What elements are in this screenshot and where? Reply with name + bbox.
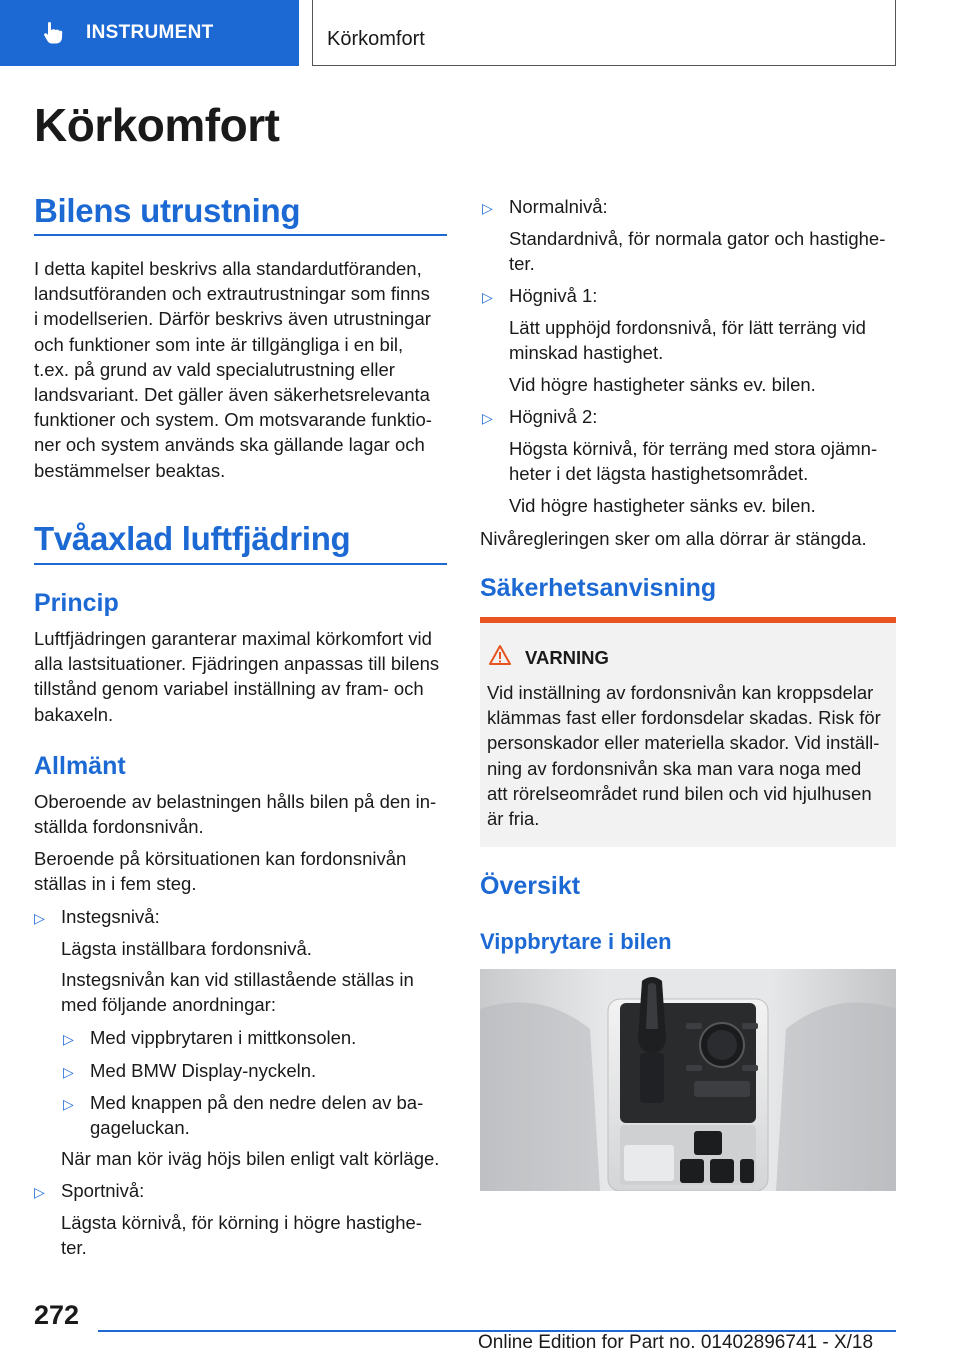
entry-option: Med BMW Display-nyckeln.: [90, 1060, 317, 1081]
triangle-bullet-icon: ▷: [482, 410, 493, 426]
normal-level-title: Normalnivå:: [509, 196, 608, 217]
heading-switch: Vippbrytare i bilen: [480, 929, 672, 954]
chapter-label: Körkomfort: [327, 28, 425, 50]
text-line: ter.: [509, 253, 535, 275]
text-line: Oberoende av belastningen hålls bilen på den in-: [34, 791, 437, 812]
entry-level-title: Instegsnivå:: [61, 906, 160, 927]
heading-rule: [34, 563, 447, 565]
principle-text: [34, 626, 447, 727]
text-line: Standardnivå, för normala gator och hastighe-: [509, 228, 886, 249]
text-line: landsvariant. Det gäller även säkerhetsrelevanta: [34, 384, 430, 406]
triangle-bullet-icon: ▷: [34, 910, 45, 926]
high2-level-title: Högnivå 2:: [509, 406, 598, 427]
section-tab[interactable]: [0, 0, 299, 66]
heading-rule: [34, 234, 447, 236]
heading-safety: Säkerhetsanvisning: [480, 574, 717, 602]
chapter-box: [312, 0, 896, 66]
text-line: ning av fordonsnivån ska man vara noga med: [487, 757, 862, 779]
general-text-1: [34, 789, 447, 839]
text-line: bestämmelser beaktas.: [34, 459, 226, 481]
text-line: ner och system används ska gällande lagar och: [34, 434, 425, 456]
high1-level-desc: [509, 315, 896, 365]
text-line: landsutföranden och extrautrustningar som finns: [34, 283, 430, 305]
heading-equipment: Bilens utrustning: [34, 192, 301, 229]
normal-level-desc: [509, 226, 896, 276]
triangle-bullet-icon: ▷: [63, 1031, 74, 1047]
text-line: funktioner och system. Om motsvarande funktio-: [34, 409, 432, 431]
text-line: Med knappen på den nedre delen av ba-: [90, 1092, 424, 1113]
entry-level-devices: [61, 967, 447, 1017]
triangle-bullet-icon: ▷: [63, 1064, 74, 1080]
sport-level-desc: [61, 1210, 447, 1260]
general-text-2: [34, 846, 447, 896]
warning-box: [480, 617, 896, 847]
text-line: heter i det lägsta hastighetsområdet.: [509, 463, 809, 485]
text-line: Beroende på körsituationen kan fordonsnivån: [34, 848, 407, 869]
entry-option: [90, 1090, 447, 1140]
heading-air-suspension: Tvåaxlad luftfjädring: [34, 520, 351, 557]
triangle-bullet-icon: ▷: [482, 200, 493, 216]
text-line: Högsta körnivå, för terräng med stora ojämn-: [509, 438, 878, 459]
text-line: personskador eller materiella skador. Vid inställ-: [487, 732, 880, 754]
text-line: Lätt upphöjd fordonsnivå, för lätt terräng vid: [509, 317, 866, 338]
high1-level-title: Högnivå 1:: [509, 285, 598, 306]
text-line: att rörelseområdet rund bilen och vid hjulhusen: [487, 782, 872, 804]
center-console-photo: [480, 969, 896, 1191]
warning-triangle-icon: [489, 644, 511, 666]
entry-level-desc: Lägsta inställbara fordonsnivå.: [61, 938, 312, 959]
warning-title: VARNING: [525, 647, 609, 668]
text-line: ställas in i fem steg.: [34, 873, 197, 895]
high1-level-note: Vid högre hastigheter sänks ev. bilen.: [509, 374, 816, 395]
footer-edition: Online Edition for Part no. 01402896741 - X/18: [478, 1332, 874, 1353]
text-line: alla lastsituationer. Fjädringen anpassas till bilens: [34, 653, 440, 675]
text-line: t.ex. på grund av vald specialutrustning eller: [34, 358, 395, 380]
heading-general: Allmänt: [34, 752, 126, 780]
text-line: Luftfjädringen garanterar maximal körkomfort vid: [34, 628, 432, 649]
high2-level-note: Vid högre hastigheter sänks ev. bilen.: [509, 495, 816, 516]
text-line: minskad hastighet.: [509, 342, 664, 364]
entry-level-after: När man kör iväg höjs bilen enligt valt körläge.: [61, 1148, 440, 1169]
section-label: INSTRUMENT: [86, 22, 214, 43]
text-line: ter.: [61, 1237, 87, 1259]
text-line: I detta kapitel beskrivs alla standardutföranden,: [34, 258, 422, 279]
entry-option: Med vippbrytaren i mittkonsolen.: [90, 1027, 357, 1048]
triangle-bullet-icon: ▷: [482, 289, 493, 305]
heading-principle: Princip: [34, 589, 119, 617]
pointing-hand-icon: [40, 20, 66, 46]
high2-level-desc: [509, 436, 896, 486]
page-header: [0, 0, 960, 66]
text-line: är fria.: [487, 808, 540, 830]
text-line: Lägsta körnivå, för körning i högre hastighe-: [61, 1212, 422, 1233]
page-title: Körkomfort: [34, 99, 280, 151]
text-line: gageluckan.: [90, 1117, 190, 1139]
text-line: Instegsnivån kan vid stillastående ställas in: [61, 969, 414, 990]
text-line: klämmas fast eller fordonsdelar skadas. Risk för: [487, 707, 881, 729]
triangle-bullet-icon: ▷: [63, 1096, 74, 1112]
text-line: Vid inställning av fordonsnivån kan kroppsdelar: [487, 682, 874, 703]
page-number: 272: [34, 1300, 80, 1330]
text-line: i modellserien. Därför beskrivs även utrustningar: [34, 308, 431, 330]
level-note: Nivåregleringen sker om alla dörrar är stängda.: [480, 528, 867, 549]
equipment-text: [34, 256, 447, 483]
heading-overview: Översikt: [480, 872, 581, 900]
text-line: ställda fordonsnivån.: [34, 816, 204, 838]
console-illustration: [480, 969, 896, 1191]
warning-text: [487, 680, 891, 831]
triangle-bullet-icon: ▷: [34, 1184, 45, 1200]
sport-level-title: Sportnivå:: [61, 1180, 145, 1201]
text-line: med följande anordningar:: [61, 994, 276, 1016]
text-line: bakaxeln.: [34, 703, 114, 725]
warning-bar: [480, 617, 896, 623]
text-line: och funktioner som inte är tillgängliga i en bil,: [34, 333, 404, 355]
text-line: tillstånd genom variabel inställning av fram- och: [34, 678, 424, 700]
